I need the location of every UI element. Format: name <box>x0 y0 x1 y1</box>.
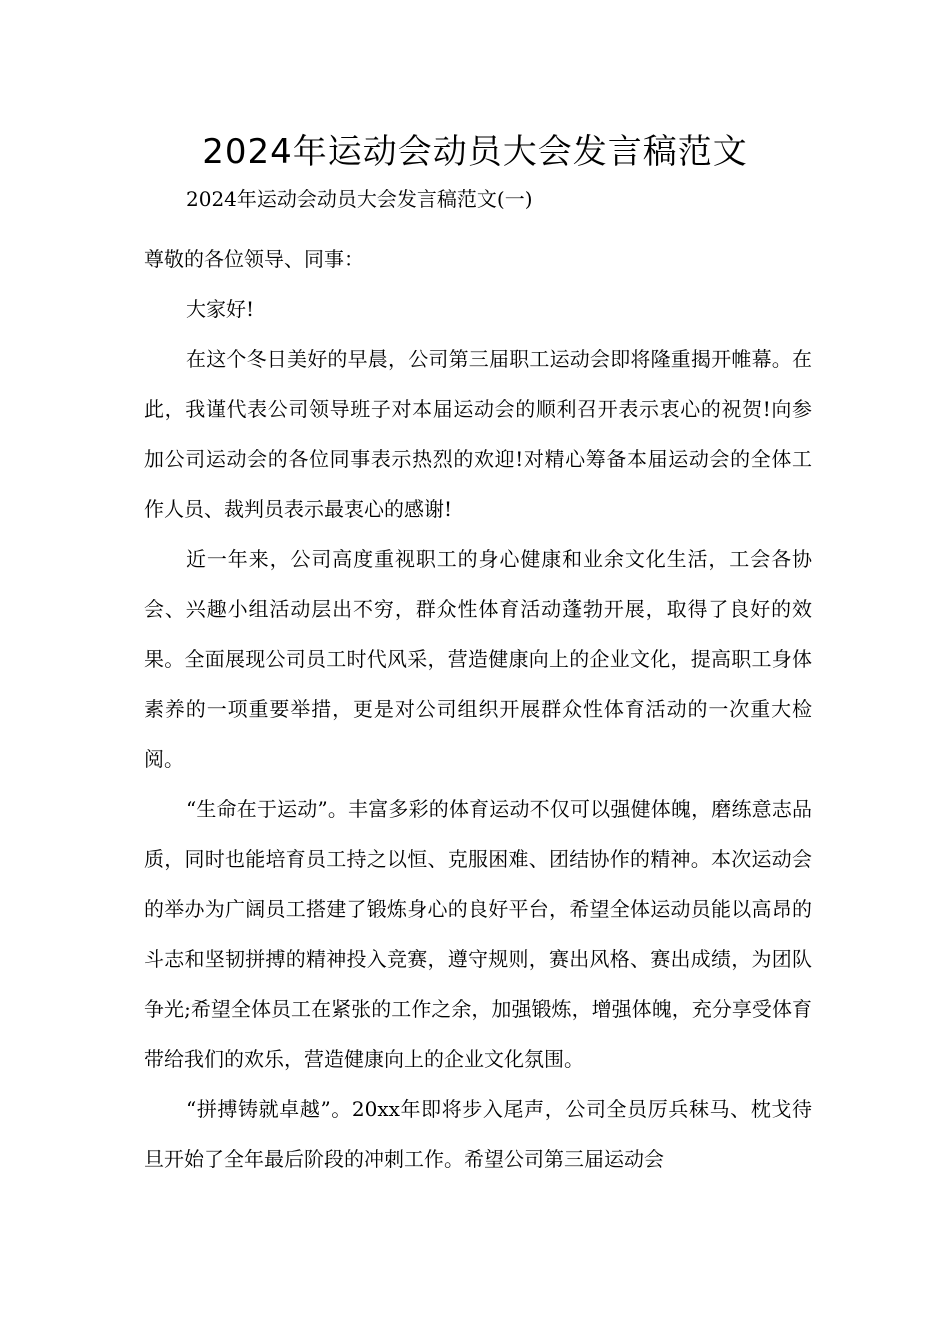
document-subtitle: 2024年运动会动员大会发言稿范文(一) <box>186 187 533 211</box>
opening-paragraph: 在这个冬日美好的早晨，公司第三届职工运动会即将隆重揭开帷幕。在此，我谨代表公司领导班子对本届运动会的顺利召开表示衷心的祝贺!向参加公司运动会的各位同事表示热烈的欢迎!对精心筹备本届运动会的全体工作人员、裁判员表示最衷心的感谢! <box>144 347 812 521</box>
document-title: 2024年运动会动员大会发言稿范文 <box>202 132 748 172</box>
salutation-paragraph: 尊敬的各位领导、同事： <box>144 247 364 271</box>
striving-paragraph: “拼搏铸就卓越”。20xx年即将步入尾声，公司全员厉兵秣马、枕戈待旦开始了全年最后阶段的冲刺工作。希望公司第三届运动会 <box>144 1097 812 1171</box>
review-paragraph: 近一年来，公司高度重视职工的身心健康和业余文化生活，工会各协会、兴趣小组活动层出不穷，群众性体育活动蓬勃开展，取得了良好的效果。全面展现公司员工时代风采，营造健康向上的企业文化，提高职工身体素养的一项重要举措，更是对公司组织开展群众性体育活动的一次重大检阅。 <box>144 547 812 771</box>
document-body <box>144 234 812 1184</box>
greeting-paragraph: 大家好! <box>186 297 255 321</box>
life-in-motion-paragraph: “生命在于运动”。丰富多彩的体育运动不仅可以强健体魄，磨练意志品质，同时也能培育员工持之以恒、克服困难、团结协作的精神。本次运动会的举办为广阔员工搭建了锻炼身心的良好平台，希望全体运动员能以高昂的斗志和坚韧拼搏的精神投入竞赛，遵守规则，赛出风格、赛出成绩，为团队争光;希望全体员工在紧张的工作之余，加强锻炼，增强体魄，充分享受体育带给我们的欢乐，营造健康向上的企业文化氛围。 <box>144 797 812 1071</box>
